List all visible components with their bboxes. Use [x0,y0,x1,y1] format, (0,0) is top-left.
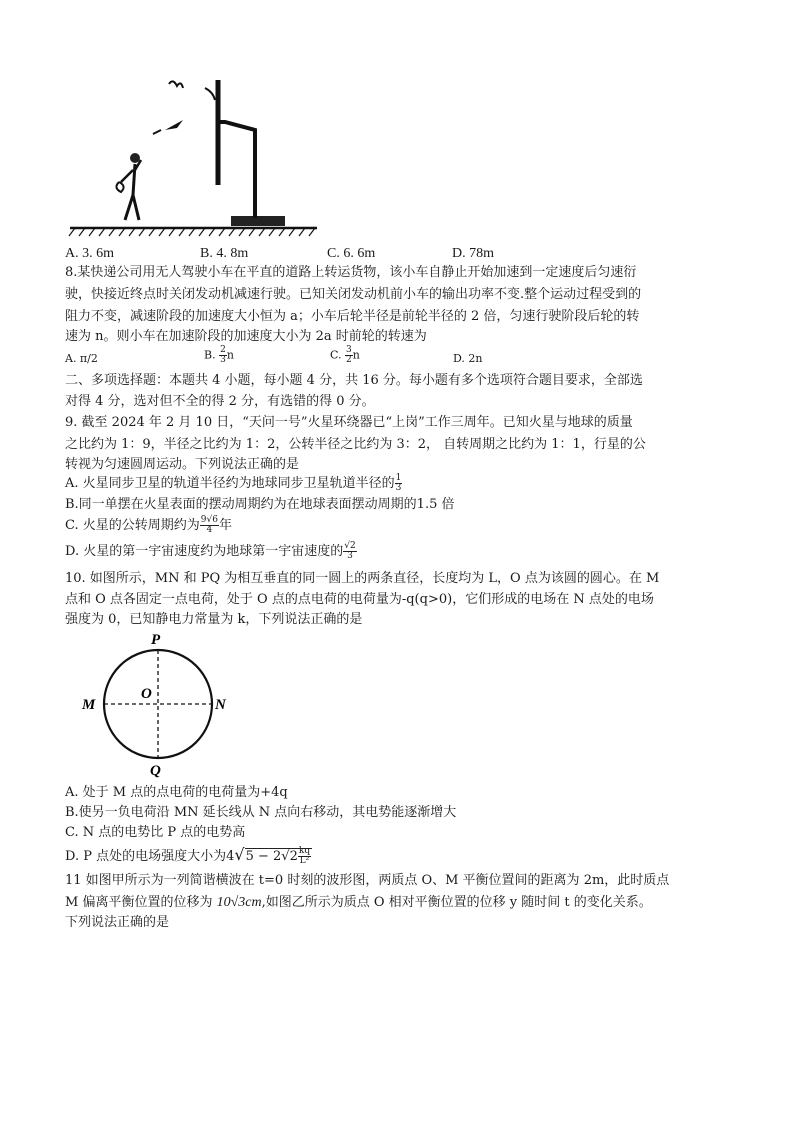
q9-option-c-text: C. 火星的公转周期约为 [65,518,200,533]
q9-option-a [65,474,402,493]
q9-option-b: B.同一单摆在火星表面的摆动周期约为在地球表面摆动周期的1.5 倍 [65,497,455,512]
q8-line-2: 驶，快接近终点时关闭发动机减速行驶。已知关闭发动机前小车的输出功率不变.整个运动过程受到的 [65,287,642,302]
q9-line-1: 9. 截至 2024 年 2 月 10 日，“天问一号”火星环绕器已“上岗”工作三周年。已知火星与地球的质量 [65,415,633,430]
q10-option-d-radicand-text: 5 − 2 [245,849,282,864]
q11-line-2 [65,894,652,912]
q9-option-a-num: 1 [395,473,402,483]
q7-option-a: A. 3. 6m [65,246,114,261]
q10-option-d-fraction [298,847,311,866]
q11-line-1: 11 如图甲所示为一列简谐横波在 t=0 时刻的波形图，两质点 O、M 平衡位置间的距离为 2m，此时质点 [65,873,670,888]
q7-option-d: D. 78m [452,246,494,261]
q11-line-2-b: ,如图乙所示为质点 O 相对平衡位置的位移 y 随时间 t 的变化关系。 [261,895,652,910]
q10-option-d-radicand [245,848,312,864]
q9-option-d-text: D. 火星的第一宇宙速度约为地球第一宇宙速度的 [65,544,344,559]
q9-option-c-den: 4 [206,525,213,535]
q8-line-1: 8.某快递公司用无人驾驶小车在平直的道路上转运货物，该小车自静止开始加速到一定速度后匀速衍 [65,265,637,280]
q10-line-1: 10. 如图所示，MN 和 PQ 为相互垂直的同一圆上的两条直径，长度均为 L，O 点为该圆的圆心。在 M [65,571,660,586]
q9-option-c-num: 9√6 [200,515,218,525]
q8-option-b-den: 3 [220,355,226,365]
q11-line-3: 下列说法正确的是 [65,915,170,930]
q8-line-4: 速为 n。则小车在加速阶段的加速度大小为 2a 时前轮的转速为 [65,329,427,344]
q8-option-c-num: 3 [346,345,352,355]
q8-line-3: 阻力不变，减速阶段的加速度大小恒为 a；小车后轮半径是前轮半径的 2 倍，匀速行驶阶段后轮的转 [65,309,640,324]
q9-option-a-den: 3 [395,483,402,493]
label-q: Q [150,763,161,778]
q9-line-2: 之比约为 1：9，半径之比约为 1：2，公转半径之比约为 3：2， 自转周期之比约为 1：1，行星的公 [65,437,646,452]
q10-option-d-sqrt2: √2 [281,849,298,864]
q8-option-b-label: B. [204,348,216,362]
q11-line-2-a: M 偏离平衡位置的位移为 [65,895,213,910]
q10-option-d-den: L² [299,856,310,866]
q9-option-d-den: 3 [347,551,353,561]
q8-option-c-fraction [345,346,353,365]
q9-option-c-fraction [200,516,219,535]
q10-option-c: C. N 点的电势比 P 点的电势高 [65,825,246,840]
circle-diagram [78,628,238,778]
q10-option-d-radical-sign: √ [234,845,245,864]
q10-option-d-coef: 4 [226,849,235,864]
section2-line-2: 对得 4 分，选对但不全的得 2 分，有选错的得 0 分。 [65,394,375,409]
q8-option-c-suffix: n [352,348,360,362]
q7-option-c: C. 6. 6m [327,246,376,261]
q9-line-3: 转视为匀速圆周运动。下列说法正确的是 [65,457,300,472]
q10-line-2: 点和 O 点各固定一点电荷，处于 O 点的点电荷的电荷量为-q(q>0)，它们形成的电场在 N 点处的电场 [65,592,654,607]
q9-option-c [65,516,232,535]
label-p: P [151,632,161,648]
q9-option-d [65,542,357,561]
q7-option-b: B. 4. 8m [200,246,249,261]
q10-option-d-text: D. P 点处的电场强度大小为 [65,849,227,864]
q10-line-3: 强度为 0，已知静电力常量为 k，下列说法正确的是 [65,612,363,627]
q9-option-d-num: √2 [344,541,356,551]
q9-option-a-text: A. 火星同步卫星的轨道半径约为地球同步卫星轨道半径的 [65,476,395,491]
q8-option-b-suffix: n [226,348,234,362]
q8-option-c-den: 2 [346,355,352,365]
q11-line-2-math: 10√3cm [216,895,262,910]
basketball-figure [65,70,325,240]
q10-option-b: B.使另一负电荷沿 MN 延长线从 N 点向右移动，其电势能逐渐增大 [65,805,457,820]
q9-option-a-fraction [395,474,403,493]
q8-option-b-num: 2 [220,345,226,355]
q8-option-c [330,346,360,365]
q9-option-c-suffix: 年 [218,518,232,533]
label-o: O [141,686,152,702]
section2-line-1: 二、多项选择题：本题共 4 小题，每小题 4 分，共 16 分。每小题有多个选项符合题目要求，全部选 [65,373,643,388]
label-n: N [215,697,226,713]
q9-option-d-fraction [343,542,356,561]
q8-option-d: D. 2n [453,352,483,365]
q8-option-c-label: C. [330,348,342,362]
q8-option-b [204,346,234,365]
q8-option-b-fraction [219,346,227,365]
label-m: M [82,697,96,713]
q10-option-a: A. 处于 M 点的点电荷的电荷量为+4q [65,785,288,800]
q10-option-d [65,846,312,866]
q8-option-a: A. π/2 [65,352,98,365]
q10-option-d-num: kq [298,846,311,856]
